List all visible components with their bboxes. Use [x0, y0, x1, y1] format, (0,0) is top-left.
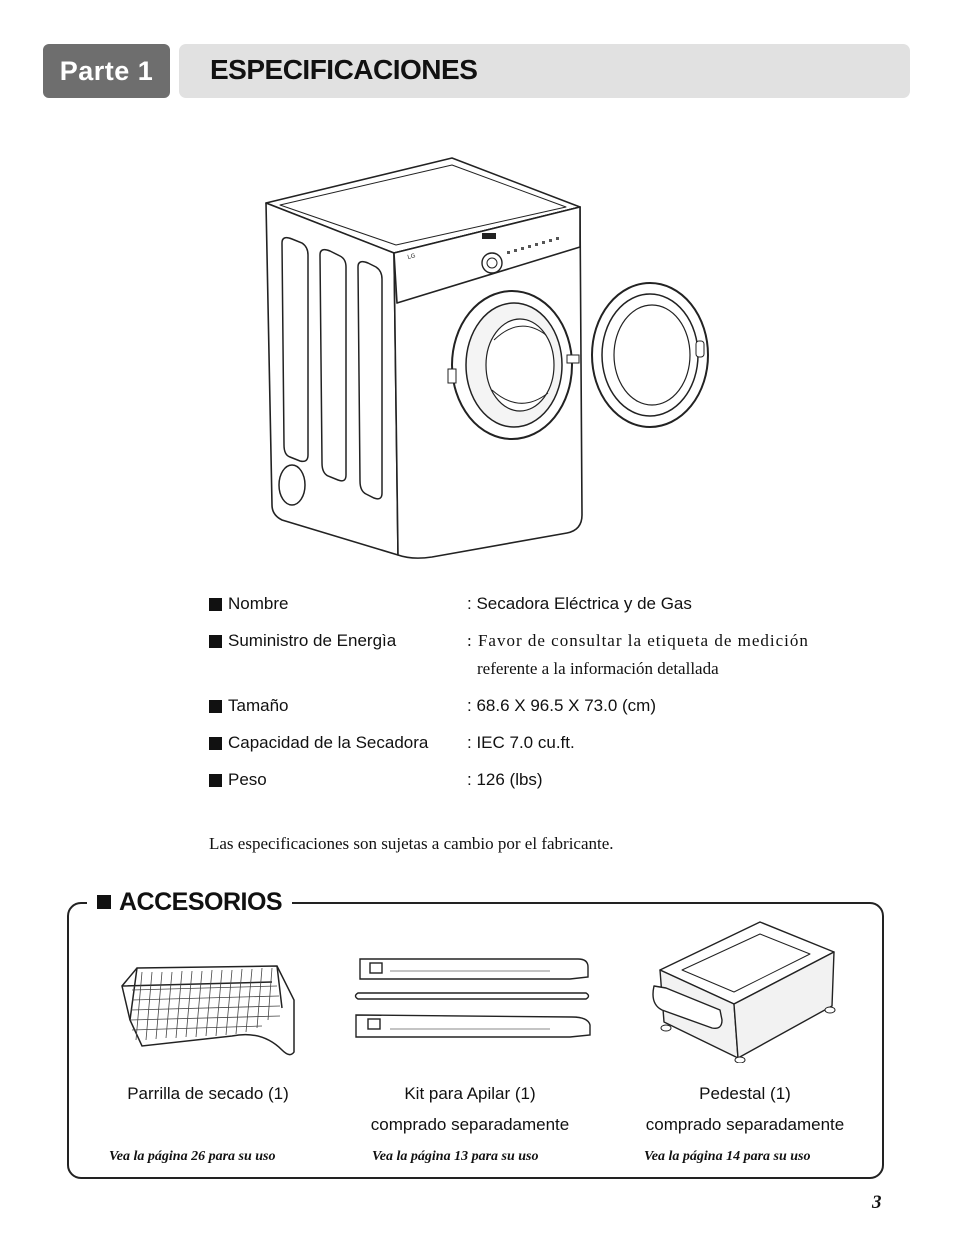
accessory-item-stack-kit — [350, 1078, 590, 1140]
accessory-name: Kit para Apilar (1) — [404, 1084, 536, 1103]
accessories-heading — [87, 884, 292, 920]
title-bar — [179, 44, 910, 98]
bullet-square — [209, 598, 222, 611]
accessories-title: ACCESORIOS — [119, 887, 283, 916]
spec-value: : 68.6 X 96.5 X 73.0 (cm) — [467, 696, 656, 715]
page-reference: Vea la página 26 para su uso — [109, 1149, 276, 1164]
pedestal-icon — [642, 918, 842, 1063]
spec-value: : Secadora Eléctrica y de Gas — [467, 594, 692, 613]
page-reference: Vea la página 13 para su uso — [372, 1149, 539, 1164]
spec-value-line1: : Favor de consultar la etiqueta de medición — [467, 631, 809, 650]
accessory-detail: comprado separadamente — [645, 1115, 845, 1134]
brand-mark: LG — [407, 253, 417, 261]
bullet-square — [209, 700, 222, 713]
spec-value-line2: referente a la información detallada — [477, 659, 719, 678]
part-tab: Parte 1 — [43, 44, 170, 98]
accessory-name: Pedestal (1) — [699, 1084, 791, 1103]
page-reference: Vea la página 14 para su uso — [644, 1149, 811, 1164]
spec-note: Las especificaciones son sujetas a cambio por el fabricante. — [209, 834, 614, 853]
accessory-item-pedestal — [625, 1078, 865, 1140]
spec-value: : 126 (lbs) — [467, 770, 543, 789]
spec-value — [467, 631, 847, 679]
accessory-detail: comprado separadamente — [370, 1115, 570, 1134]
bullet-square — [209, 774, 222, 787]
page-number: 3 — [872, 1192, 882, 1213]
bullet-square — [209, 635, 222, 648]
dryer-illustration — [262, 155, 712, 565]
bullet-square — [97, 895, 111, 909]
spec-value: : IEC 7.0 cu.ft. — [467, 733, 575, 752]
accessory-item-rack — [100, 1078, 316, 1109]
spec-label: Peso — [228, 770, 267, 789]
page-title: ESPECIFICACIONES — [210, 54, 478, 85]
spec-label: Tamaño — [228, 696, 289, 715]
accessory-name: Parrilla de secado (1) — [127, 1084, 289, 1103]
drying-rack-icon — [112, 960, 302, 1060]
stacking-kit-icon — [350, 955, 595, 1045]
spec-label: Capacidad de la Secadora — [228, 733, 429, 752]
spec-label: Nombre — [228, 594, 289, 613]
bullet-square — [209, 737, 222, 750]
spec-label: Suministro de Energìa — [228, 631, 397, 650]
